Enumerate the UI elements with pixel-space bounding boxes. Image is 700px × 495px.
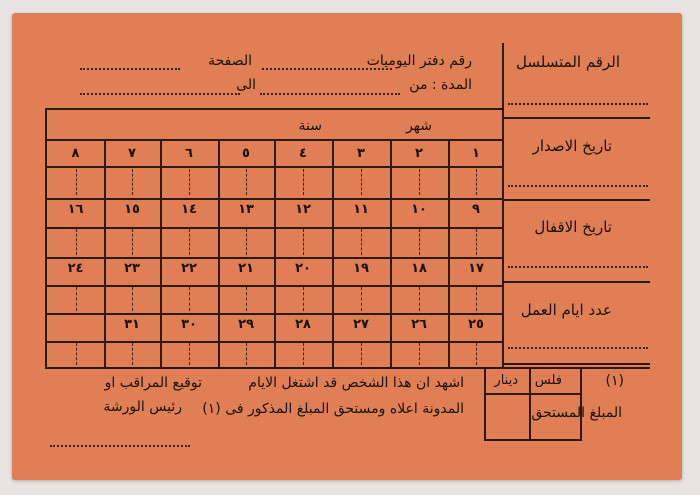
cell-guide: [246, 229, 247, 255]
day-cell: ١٦: [67, 202, 84, 217]
cell-guide: [476, 343, 477, 365]
day-cell: ٢٥: [468, 317, 484, 332]
column-header: ٦: [185, 146, 193, 161]
cell-guide: [76, 169, 77, 195]
currency-header-rule: [484, 393, 580, 395]
cell-guide: [476, 169, 477, 195]
cell-guide: [419, 287, 420, 311]
close-date-label: تاريخ الاقفال: [534, 218, 612, 236]
cell-guide: [76, 229, 77, 255]
cell-guide: [189, 169, 190, 195]
day-cell: ١٠: [411, 202, 427, 217]
day-cell: ١٢: [295, 202, 311, 217]
cell-guide: [361, 229, 362, 255]
day-cell: ١٧: [468, 261, 484, 276]
cell-guide: [189, 287, 190, 311]
column-header: ٤: [299, 146, 307, 161]
signature-field: [50, 445, 190, 447]
serial-number-label: الرقم المتسلسل: [516, 53, 620, 71]
serial-number-field: [508, 103, 648, 105]
page-field: [80, 68, 180, 70]
cell-guide: [419, 169, 420, 195]
cell-guide: [132, 287, 133, 311]
ledger-number-label: رقم دفتر اليوميات: [366, 53, 472, 69]
period-from-label: المدة : من: [409, 77, 472, 93]
table-column-line: [332, 139, 334, 367]
day-cell: ٢٠: [295, 261, 311, 276]
ledger-number-field: [262, 68, 392, 70]
column-header: ٨: [71, 146, 80, 161]
cell-guide: [246, 343, 247, 365]
day-cell: ٣١: [124, 317, 140, 332]
declaration-line-1: اشهد ان هذا الشخص قد اشتغل الايام: [248, 375, 464, 391]
day-cell: ٢٢: [181, 261, 197, 276]
day-cell: ١٤: [181, 202, 197, 217]
table-left-border: [45, 108, 47, 369]
cell-guide: [419, 229, 420, 255]
cell-guide: [303, 287, 304, 311]
table-column-line: [390, 139, 392, 367]
cell-guide: [132, 169, 133, 195]
cell-guide: [361, 169, 362, 195]
cell-guide: [419, 343, 420, 365]
amount-due-label: المبلغ المستحق: [531, 405, 622, 421]
currency-divider: [529, 369, 531, 439]
right-column-divider: [502, 43, 504, 369]
cell-guide: [303, 343, 304, 365]
cell-guide: [189, 229, 190, 255]
close-date-field: [508, 266, 648, 268]
day-cell: ٢٨: [295, 317, 311, 332]
declaration-line-2: المدونة اعلاه ومستحق المبلغ المذكور فى (١): [202, 401, 464, 417]
day-cell: ١٥: [124, 202, 140, 217]
cell-guide: [76, 343, 77, 365]
right-col-rule-1: [504, 117, 650, 119]
column-header: ٥: [242, 146, 250, 161]
right-col-rule-2: [504, 199, 650, 201]
signature-label-2: رئيس الورشة: [103, 399, 182, 415]
table-column-line: [160, 139, 162, 367]
cell-guide: [132, 229, 133, 255]
day-cell: ٢٣: [124, 261, 140, 276]
day-cell: ٣٠: [181, 317, 197, 332]
cell-guide: [303, 169, 304, 195]
table-column-line: [274, 139, 276, 367]
table-column-line: [448, 139, 450, 367]
cell-guide: [246, 169, 247, 195]
right-col-rule-3: [504, 281, 650, 283]
day-cell: ١٨: [411, 261, 427, 276]
amount-due-number: (١): [605, 373, 624, 389]
work-days-field: [508, 347, 648, 349]
year-label: سنة: [298, 118, 322, 134]
table-top-rule: [45, 108, 504, 110]
day-cell: ١١: [353, 202, 369, 217]
day-cell: ١٣: [238, 202, 254, 217]
cell-guide: [361, 343, 362, 365]
timesheet-card: [12, 13, 682, 480]
day-cell: ٢١: [238, 261, 254, 276]
period-from-field: [260, 93, 400, 95]
fils-label: فلس: [534, 373, 562, 388]
day-cell: ٢٧: [353, 317, 369, 332]
right-col-rule-4: [504, 363, 650, 365]
period-to-field: [80, 93, 240, 95]
cell-guide: [132, 343, 133, 365]
day-cell: ٢٩: [238, 317, 254, 332]
cell-guide: [246, 287, 247, 311]
issue-date-field: [508, 185, 648, 187]
day-cell: ٢٦: [411, 317, 427, 332]
cell-guide: [476, 287, 477, 311]
dinar-label: دينار: [494, 373, 518, 388]
page-label: الصفحة: [208, 53, 252, 69]
cell-guide: [76, 287, 77, 311]
day-cell: ٢٤: [67, 261, 84, 276]
column-header: ٢: [415, 146, 423, 161]
issue-date-label: تاريخ الاصدار: [532, 137, 612, 155]
table-column-line: [218, 139, 220, 367]
column-header: ٧: [128, 146, 136, 161]
table-column-line: [104, 139, 106, 367]
column-header: ١: [472, 146, 480, 161]
period-to-label: الى: [236, 77, 256, 93]
day-cell: ٩: [472, 202, 480, 217]
cell-guide: [303, 229, 304, 255]
work-days-label: عدد ايام العمل: [520, 301, 612, 319]
cell-guide: [361, 287, 362, 311]
column-header: ٣: [357, 146, 365, 161]
day-cell: ١٩: [353, 261, 369, 276]
signature-label-1: توقيع المراقب او: [104, 375, 202, 391]
cell-guide: [189, 343, 190, 365]
month-label: شهر: [406, 118, 432, 134]
cell-guide: [476, 229, 477, 255]
